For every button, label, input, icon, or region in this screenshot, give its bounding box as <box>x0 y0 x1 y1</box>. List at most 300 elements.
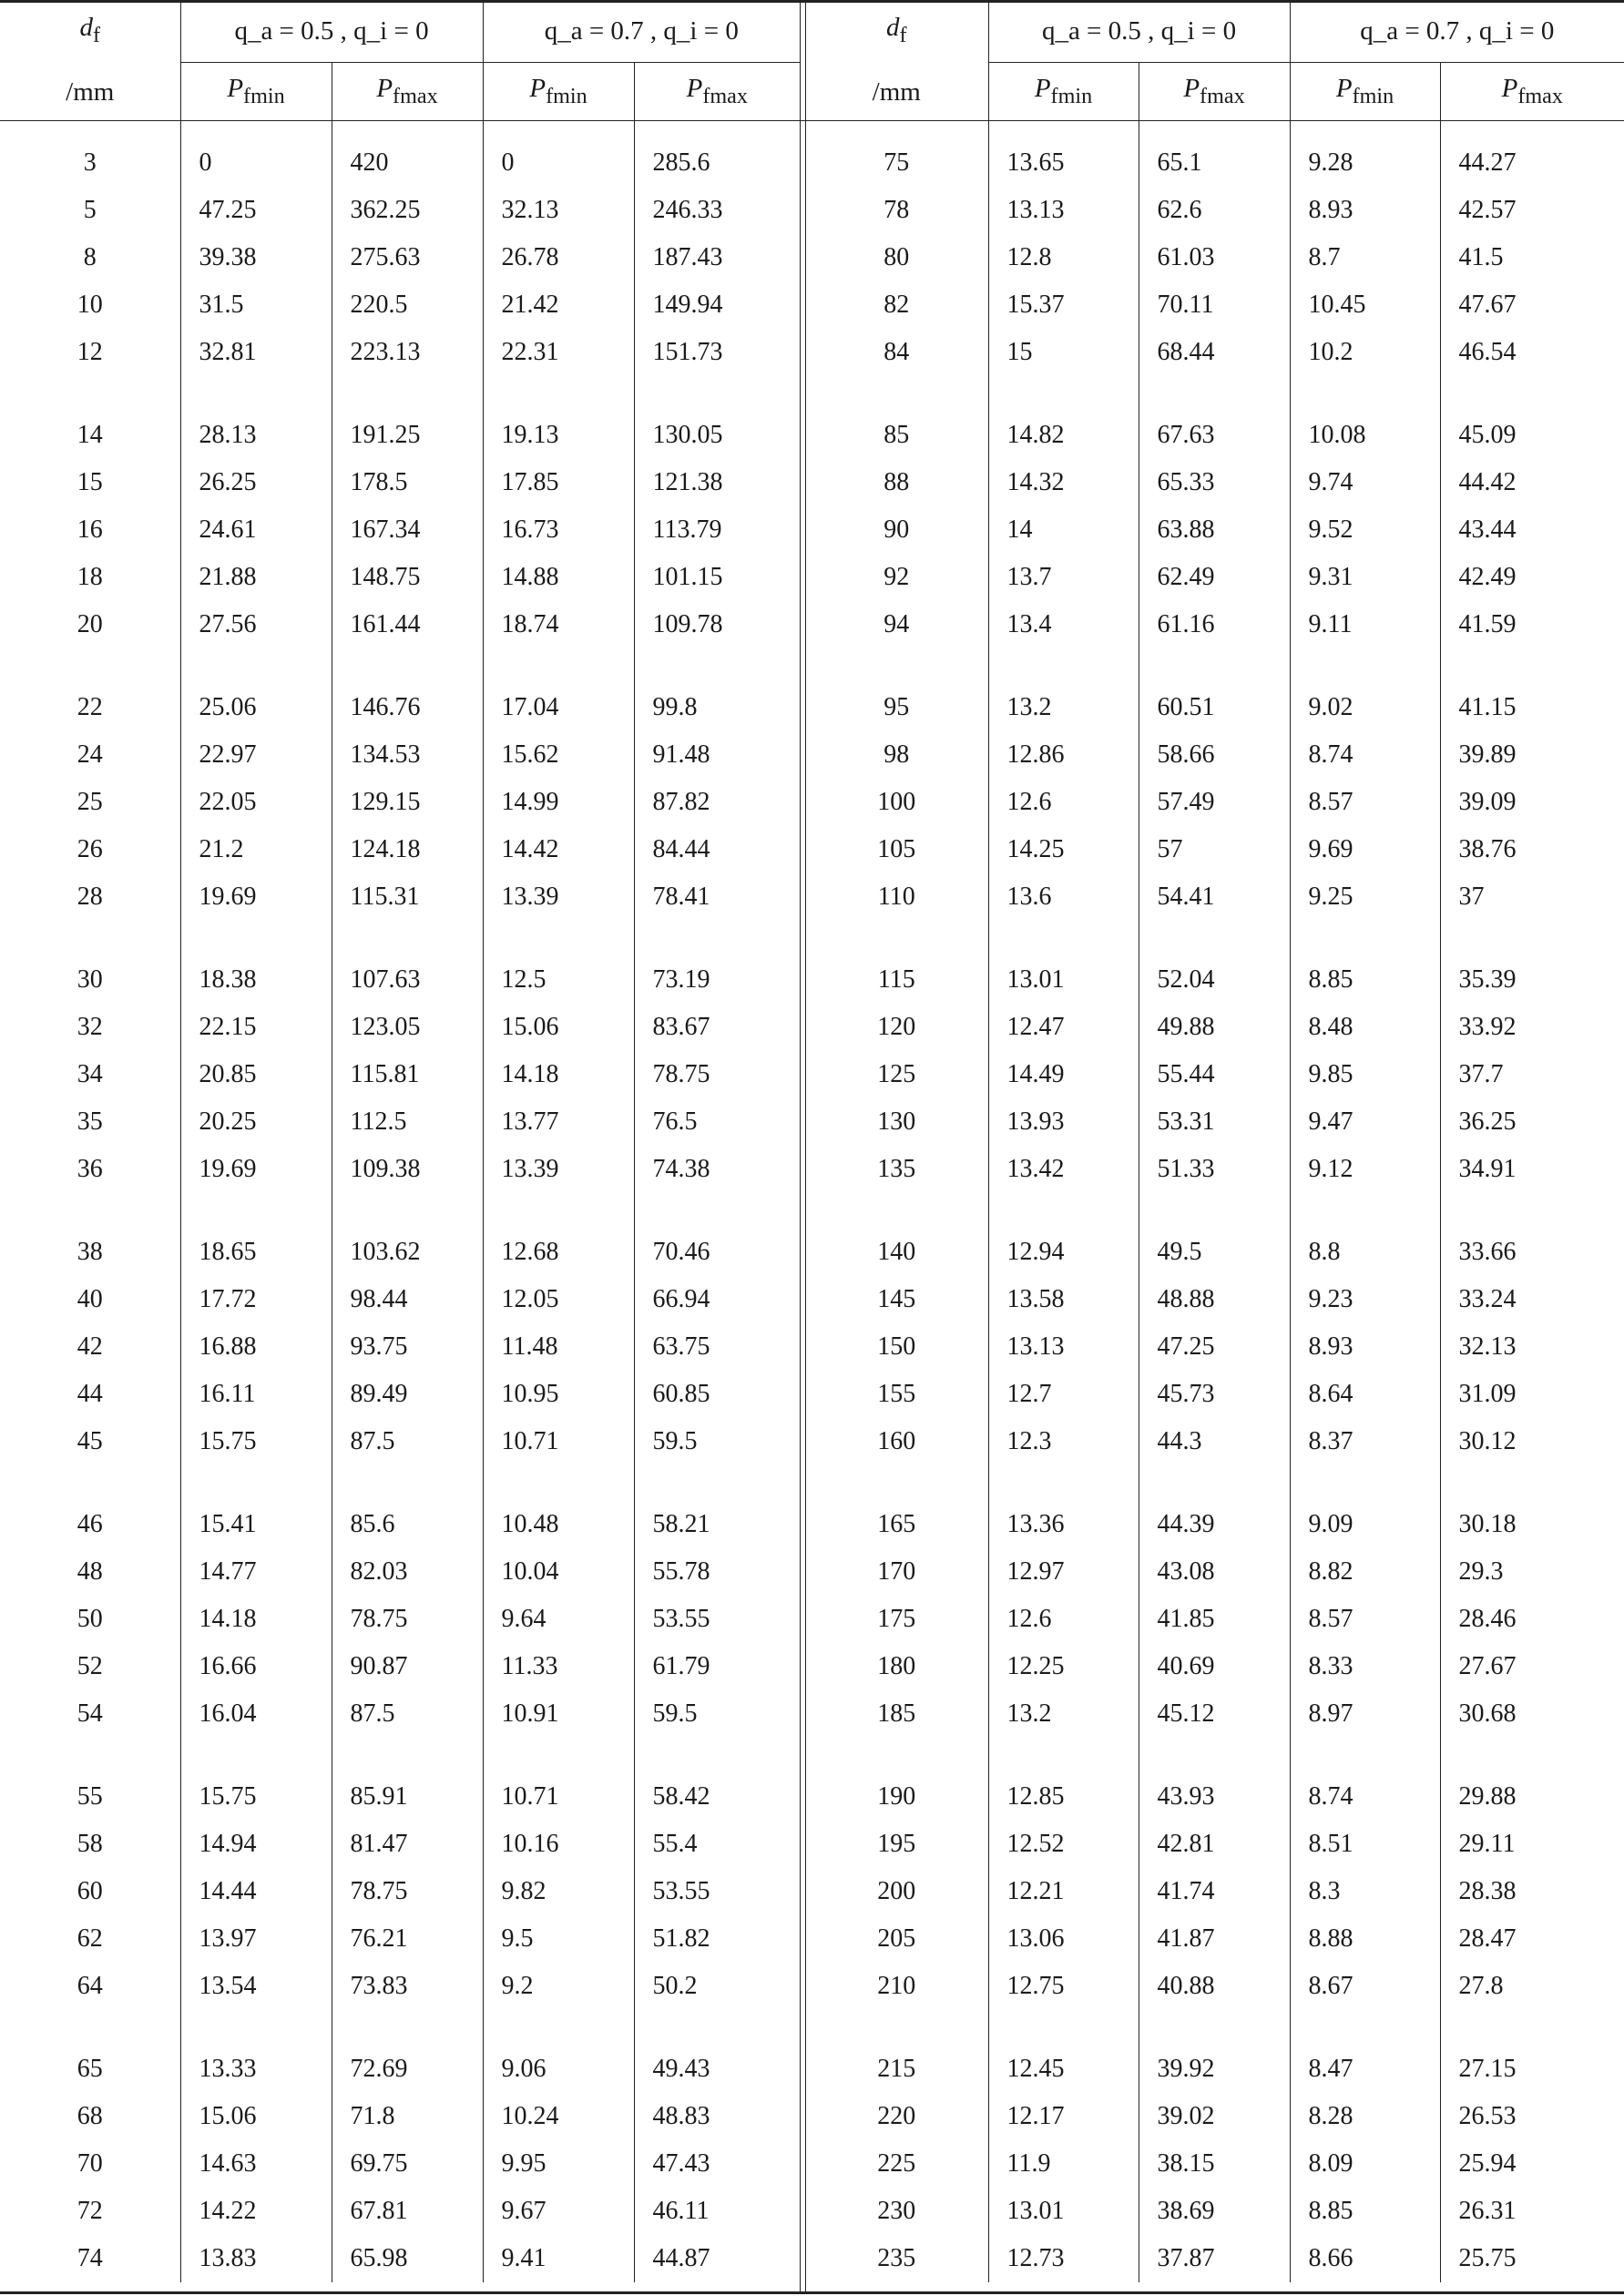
pmax-cell: 39.09 <box>1440 779 1624 826</box>
df-cell: 170 <box>877 1557 916 1586</box>
pmin-cell: 22.97 <box>180 731 332 779</box>
spacer-cell <box>1440 648 1624 684</box>
pmin-cell: 12.86 <box>988 731 1139 779</box>
df-cell: 68 <box>77 2102 103 2130</box>
pmax-cell: 53.31 <box>1139 1098 1290 1146</box>
table-row <box>805 779 1624 826</box>
pmax-cell: 61.03 <box>1139 234 1290 281</box>
pmin-header: $P_{fmin}$ <box>180 63 332 122</box>
pmax-cell: 25.75 <box>1440 2235 1624 2282</box>
df-cell: 220 <box>877 2102 916 2130</box>
pmin-cell: 9.82 <box>483 1868 634 1915</box>
pmin-cell: 13.2 <box>988 684 1139 731</box>
left-table-header <box>0 0 800 121</box>
pmin-cell: 16.88 <box>180 1323 332 1371</box>
pmax-cell: 49.5 <box>1139 1229 1290 1276</box>
spacer-cell <box>332 121 483 139</box>
df-cell: 26 <box>77 835 103 863</box>
df-cell: 78 <box>883 196 910 224</box>
spacer-cell <box>805 921 988 956</box>
spacer-cell <box>1290 121 1440 139</box>
pmax-cell: 62.49 <box>1139 554 1290 601</box>
table-row <box>805 506 1624 554</box>
pmin-cell: 21.2 <box>180 826 332 873</box>
table-row <box>0 1690 800 1738</box>
pmax-cell: 51.82 <box>634 1915 800 1963</box>
spacer-row <box>805 648 1624 684</box>
pmax-cell: 57 <box>1139 826 1290 873</box>
spacer-cell <box>180 376 332 412</box>
table-row <box>0 956 800 1004</box>
table-row <box>805 601 1624 648</box>
pmin-cell: 15.37 <box>988 281 1139 329</box>
group1-header: q_a = 0.5 , q_i = 0 <box>180 0 483 63</box>
pmax-cell: 420 <box>332 139 483 187</box>
pmax-cell: 78.75 <box>634 1051 800 1098</box>
pmin-cell: 16.11 <box>180 1371 332 1418</box>
spacer-row <box>0 1465 800 1501</box>
spacer-cell <box>1290 1193 1440 1229</box>
spacer-cell <box>988 1738 1139 1773</box>
pmax-cell: 70.11 <box>1139 281 1290 329</box>
spacer-cell <box>988 376 1139 412</box>
pmax-cell: 28.38 <box>1440 1868 1624 1915</box>
pmin-header: $P_{fmin}$ <box>1290 63 1440 122</box>
pmax-cell: 65.33 <box>1139 459 1290 506</box>
pmax-cell: 60.51 <box>1139 684 1290 731</box>
pmax-cell: 58.42 <box>634 1773 800 1821</box>
df-cell: 36 <box>77 1155 103 1183</box>
pmin-cell: 27.56 <box>180 601 332 648</box>
pmin-cell: 8.48 <box>1290 1004 1440 1051</box>
pmax-cell: 47.25 <box>1139 1323 1290 1371</box>
pmin-cell: 15.41 <box>180 1501 332 1548</box>
spacer-row <box>0 648 800 684</box>
spacer-cell <box>634 2010 800 2046</box>
pmin-cell: 9.74 <box>1290 459 1440 506</box>
pmin-cell: 14.99 <box>483 779 634 826</box>
pmin-cell: 10.08 <box>1290 412 1440 459</box>
pmin-cell: 12.3 <box>988 1418 1139 1465</box>
pmax-header: $P_{fmax}$ <box>634 63 800 122</box>
spacer-row <box>805 121 1624 139</box>
pmin-cell: 13.93 <box>988 1098 1139 1146</box>
pmin-cell: 8.67 <box>1290 1963 1440 2010</box>
pmin-cell: 14.88 <box>483 554 634 601</box>
df-cell: 32 <box>77 1013 103 1041</box>
spacer-cell <box>1440 1193 1624 1229</box>
pmin-cell: 9.2 <box>483 1963 634 2010</box>
spacer-cell <box>1440 1738 1624 1773</box>
pmax-cell: 59.5 <box>634 1690 800 1738</box>
pmin-cell: 0 <box>180 139 332 187</box>
spacer-row <box>805 1465 1624 1501</box>
pmin-cell: 0 <box>483 139 634 187</box>
pmax-cell: 72.69 <box>332 2046 483 2093</box>
df-cell: 45 <box>77 1427 103 1455</box>
pmin-cell: 15.62 <box>483 731 634 779</box>
spacer-cell <box>180 1193 332 1229</box>
df-header: $d_f$ <box>885 12 907 47</box>
df-cell: 30 <box>77 965 103 994</box>
pmax-cell: 81.47 <box>332 1821 483 1868</box>
group2-header: q_a = 0.7 , q_i = 0 <box>483 0 800 63</box>
spacer-cell <box>805 1738 988 1773</box>
pmin-cell: 12.21 <box>988 1868 1139 1915</box>
pmax-cell: 74.38 <box>634 1146 800 1193</box>
spacer-row <box>805 921 1624 956</box>
pmin-cell: 18.74 <box>483 601 634 648</box>
pmin-cell: 18.38 <box>180 956 332 1004</box>
pmax-cell: 50.2 <box>634 1963 800 2010</box>
pmin-cell: 14.44 <box>180 1868 332 1915</box>
spacer-cell <box>180 921 332 956</box>
pmin-cell: 8.57 <box>1290 1596 1440 1643</box>
spacer-row <box>0 2010 800 2046</box>
df-cell: 160 <box>877 1427 916 1455</box>
df-cell: 28 <box>77 883 103 911</box>
spacer-cell <box>988 2010 1139 2046</box>
df-cell: 50 <box>77 1605 103 1633</box>
pmin-cell: 14.63 <box>180 2140 332 2188</box>
pmax-cell: 124.18 <box>332 826 483 873</box>
pmin-cell: 9.67 <box>483 2188 634 2235</box>
pmax-cell: 48.88 <box>1139 1276 1290 1323</box>
df-cell: 48 <box>77 1557 103 1586</box>
pmin-cell: 9.09 <box>1290 1501 1440 1548</box>
pmin-cell: 8.28 <box>1290 2093 1440 2140</box>
pmax-cell: 84.44 <box>634 826 800 873</box>
spacer-cell <box>634 1465 800 1501</box>
pmax-cell: 275.63 <box>332 234 483 281</box>
pmax-cell: 115.81 <box>332 1051 483 1098</box>
right-table <box>805 0 1624 2282</box>
table-row <box>805 139 1624 187</box>
spacer-cell <box>483 1193 634 1229</box>
pmax-cell: 41.85 <box>1139 1596 1290 1643</box>
pmin-cell: 25.06 <box>180 684 332 731</box>
spacer-cell <box>634 1738 800 1773</box>
table-row <box>805 1098 1624 1146</box>
spacer-cell <box>1139 648 1290 684</box>
spacer-cell <box>483 121 634 139</box>
pmax-cell: 43.44 <box>1440 506 1624 554</box>
unit-header: /mm <box>66 77 115 107</box>
pmin-cell: 11.9 <box>988 2140 1139 2188</box>
spacer-row <box>0 376 800 412</box>
pmin-cell: 12.5 <box>483 956 634 1004</box>
pmax-cell: 67.63 <box>1139 412 1290 459</box>
table-row <box>0 1548 800 1596</box>
df-cell: 185 <box>877 1699 916 1728</box>
table-row <box>0 1146 800 1193</box>
table-row <box>805 459 1624 506</box>
df-cell: 230 <box>877 2197 916 2225</box>
pmax-cell: 37.87 <box>1139 2235 1290 2282</box>
pmax-cell: 49.88 <box>1139 1004 1290 1051</box>
df-cell: 52 <box>77 1652 103 1680</box>
spacer-cell <box>332 921 483 956</box>
pmin-cell: 12.6 <box>988 1596 1139 1643</box>
spacer-cell <box>805 376 988 412</box>
df-cell: 92 <box>883 563 910 591</box>
spacer-cell <box>1139 1465 1290 1501</box>
pmin-cell: 13.83 <box>180 2235 332 2282</box>
df-cell: 175 <box>877 1605 916 1633</box>
pmax-cell: 30.68 <box>1440 1690 1624 1738</box>
table-row <box>0 412 800 459</box>
df-cell: 62 <box>77 1924 103 1953</box>
spacer-cell <box>332 648 483 684</box>
df-cell: 10 <box>77 291 103 319</box>
pmin-cell: 28.13 <box>180 412 332 459</box>
pmin-cell: 13.36 <box>988 1501 1139 1548</box>
pmin-cell: 15.75 <box>180 1418 332 1465</box>
spacer-cell <box>483 376 634 412</box>
left-table-body <box>0 121 800 2282</box>
pmin-cell: 13.97 <box>180 1915 332 1963</box>
table-row <box>0 554 800 601</box>
spacer-cell <box>634 121 800 139</box>
pmax-cell: 29.3 <box>1440 1548 1624 1596</box>
table-row <box>805 1773 1624 1821</box>
spacer-cell <box>483 1465 634 1501</box>
left-table <box>0 0 800 2282</box>
pmax-cell: 161.44 <box>332 601 483 648</box>
pmin-cell: 8.3 <box>1290 1868 1440 1915</box>
spacer-cell <box>1290 921 1440 956</box>
table-row <box>0 1501 800 1548</box>
df-cell: 25 <box>77 788 103 816</box>
pmin-cell: 12.94 <box>988 1229 1139 1276</box>
pmin-cell: 10.24 <box>483 2093 634 2140</box>
pmin-cell: 13.77 <box>483 1098 634 1146</box>
df-cell: 85 <box>883 421 910 449</box>
pmin-cell: 47.25 <box>180 187 332 234</box>
pmax-cell: 52.04 <box>1139 956 1290 1004</box>
df-cell: 42 <box>77 1332 103 1361</box>
spacer-cell <box>1440 1465 1624 1501</box>
pmin-cell: 13.42 <box>988 1146 1139 1193</box>
pmax-cell: 82.03 <box>332 1548 483 1596</box>
spacer-cell <box>988 121 1139 139</box>
pmax-cell: 30.18 <box>1440 1501 1624 1548</box>
pmin-cell: 13.33 <box>180 2046 332 2093</box>
pmax-cell: 109.78 <box>634 601 800 648</box>
pmax-cell: 63.75 <box>634 1323 800 1371</box>
pmin-cell: 12.05 <box>483 1276 634 1323</box>
pmin-cell: 13.4 <box>988 601 1139 648</box>
pmin-cell: 19.69 <box>180 1146 332 1193</box>
table-row <box>0 2046 800 2093</box>
pmax-cell: 285.6 <box>634 139 800 187</box>
spacer-cell <box>332 1465 483 1501</box>
pmin-cell: 9.06 <box>483 2046 634 2093</box>
pmin-cell: 8.74 <box>1290 1773 1440 1821</box>
pmax-cell: 32.13 <box>1440 1323 1624 1371</box>
pmax-cell: 41.15 <box>1440 684 1624 731</box>
table-row <box>0 1098 800 1146</box>
table-row <box>805 187 1624 234</box>
pmax-cell: 70.46 <box>634 1229 800 1276</box>
pmax-cell: 30.12 <box>1440 1418 1624 1465</box>
pmin-cell: 14.94 <box>180 1821 332 1868</box>
pmin-cell: 9.12 <box>1290 1146 1440 1193</box>
pmin-cell: 13.01 <box>988 2188 1139 2235</box>
df-cell: 150 <box>877 1332 916 1361</box>
pmin-cell: 10.95 <box>483 1371 634 1418</box>
pmin-cell: 8.33 <box>1290 1643 1440 1690</box>
pmin-cell: 14.42 <box>483 826 634 873</box>
pmax-cell: 46.54 <box>1440 329 1624 376</box>
pmin-cell: 20.85 <box>180 1051 332 1098</box>
right-table-header <box>805 0 1624 121</box>
pmax-cell: 87.82 <box>634 779 800 826</box>
df-cell: 225 <box>877 2149 916 2178</box>
pmax-cell: 44.87 <box>634 2235 800 2282</box>
table-row <box>805 2046 1624 2093</box>
table-row <box>805 1548 1624 1596</box>
pmax-cell: 60.85 <box>634 1371 800 1418</box>
double-divider-left <box>800 2 801 2293</box>
pmax-cell: 98.44 <box>332 1276 483 1323</box>
pmax-cell: 42.81 <box>1139 1821 1290 1868</box>
spacer-cell <box>1290 1738 1440 1773</box>
table-row <box>805 1229 1624 1276</box>
pmin-cell: 26.25 <box>180 459 332 506</box>
pmax-cell: 151.73 <box>634 329 800 376</box>
pmin-cell: 16.04 <box>180 1690 332 1738</box>
spacer-cell <box>1139 921 1290 956</box>
df-cell: 34 <box>77 1060 103 1088</box>
table-row <box>0 187 800 234</box>
df-cell: 80 <box>883 243 910 271</box>
pmin-cell: 8.97 <box>1290 1690 1440 1738</box>
table-row <box>0 1963 800 2010</box>
spacer-cell <box>988 921 1139 956</box>
pmin-cell: 12.45 <box>988 2046 1139 2093</box>
pmin-cell: 10.16 <box>483 1821 634 1868</box>
pmin-cell: 12.85 <box>988 1773 1139 1821</box>
pmax-cell: 25.94 <box>1440 2140 1624 2188</box>
pmin-cell: 14 <box>988 506 1139 554</box>
pmax-cell: 148.75 <box>332 554 483 601</box>
table-row <box>0 1915 800 1963</box>
pmin-cell: 9.52 <box>1290 506 1440 554</box>
df-cell: 82 <box>883 291 910 319</box>
spacer-cell <box>483 2010 634 2046</box>
pmin-cell: 9.41 <box>483 2235 634 2282</box>
pmax-cell: 76.5 <box>634 1098 800 1146</box>
pmax-cell: 33.24 <box>1440 1276 1624 1323</box>
df-cell: 40 <box>77 1285 103 1313</box>
pmax-cell: 44.39 <box>1139 1501 1290 1548</box>
pmin-cell: 12.25 <box>988 1643 1139 1690</box>
df-cell: 190 <box>877 1782 916 1811</box>
pmax-cell: 103.62 <box>332 1229 483 1276</box>
table-row <box>0 826 800 873</box>
pmax-cell: 73.83 <box>332 1963 483 2010</box>
pmin-cell: 31.5 <box>180 281 332 329</box>
df-cell: 44 <box>77 1380 103 1408</box>
pmax-cell: 34.91 <box>1440 1146 1624 1193</box>
pmax-cell: 45.12 <box>1139 1690 1290 1738</box>
pmax-cell: 62.6 <box>1139 187 1290 234</box>
pmax-cell: 28.47 <box>1440 1915 1624 1963</box>
pmax-cell: 362.25 <box>332 187 483 234</box>
pmin-cell: 9.69 <box>1290 826 1440 873</box>
spacer-cell <box>1440 376 1624 412</box>
pmax-cell: 89.49 <box>332 1371 483 1418</box>
table-row <box>0 139 800 187</box>
pmin-cell: 8.88 <box>1290 1915 1440 1963</box>
pmin-cell: 8.66 <box>1290 2235 1440 2282</box>
pmin-cell: 10.45 <box>1290 281 1440 329</box>
df-cell: 90 <box>883 515 910 544</box>
df-cell: 75 <box>883 148 910 177</box>
pmax-cell: 40.69 <box>1139 1643 1290 1690</box>
pmin-cell: 13.06 <box>988 1915 1139 1963</box>
table-row <box>0 1868 800 1915</box>
spacer-cell <box>1139 376 1290 412</box>
pmin-cell: 15 <box>988 329 1139 376</box>
table-row <box>805 873 1624 921</box>
df-cell: 155 <box>877 1380 916 1408</box>
pmax-cell: 46.11 <box>634 2188 800 2235</box>
pmax-cell: 61.79 <box>634 1643 800 1690</box>
table-row <box>0 1773 800 1821</box>
spacer-row <box>0 121 800 139</box>
pmax-cell: 61.16 <box>1139 601 1290 648</box>
pmax-cell: 178.5 <box>332 459 483 506</box>
spacer-cell <box>1440 2010 1624 2046</box>
spacer-cell <box>0 921 180 956</box>
spacer-cell <box>332 2010 483 2046</box>
spacer-cell <box>1440 121 1624 139</box>
pmax-cell: 107.63 <box>332 956 483 1004</box>
df-cell: 65 <box>77 2055 103 2083</box>
df-cell: 110 <box>877 883 915 911</box>
pmax-cell: 167.34 <box>332 506 483 554</box>
spacer-cell <box>332 1738 483 1773</box>
pmax-cell: 43.93 <box>1139 1773 1290 1821</box>
pmax-cell: 29.11 <box>1440 1821 1624 1868</box>
pmax-cell: 91.48 <box>634 731 800 779</box>
spacer-cell <box>1139 121 1290 139</box>
pmin-cell: 9.85 <box>1290 1051 1440 1098</box>
spacer-cell <box>805 121 988 139</box>
pmax-cell: 27.67 <box>1440 1643 1624 1690</box>
pmax-cell: 73.19 <box>634 956 800 1004</box>
pmax-cell: 187.43 <box>634 234 800 281</box>
pmax-cell: 223.13 <box>332 329 483 376</box>
df-cell: 200 <box>877 1877 916 1905</box>
table-row <box>805 731 1624 779</box>
pmin-cell: 9.5 <box>483 1915 634 1963</box>
pmax-cell: 44.42 <box>1440 459 1624 506</box>
pmin-cell: 14.18 <box>180 1596 332 1643</box>
pmax-cell: 41.74 <box>1139 1868 1290 1915</box>
pmin-cell: 8.85 <box>1290 2188 1440 2235</box>
pmax-cell: 38.76 <box>1440 826 1624 873</box>
df-cell: 22 <box>77 693 103 721</box>
pmin-cell: 12.75 <box>988 1963 1139 2010</box>
pmin-cell: 32.13 <box>483 187 634 234</box>
df-cell: 120 <box>877 1013 916 1041</box>
table-row <box>0 1323 800 1371</box>
pmin-cell: 14.25 <box>988 826 1139 873</box>
pmin-cell: 8.74 <box>1290 731 1440 779</box>
